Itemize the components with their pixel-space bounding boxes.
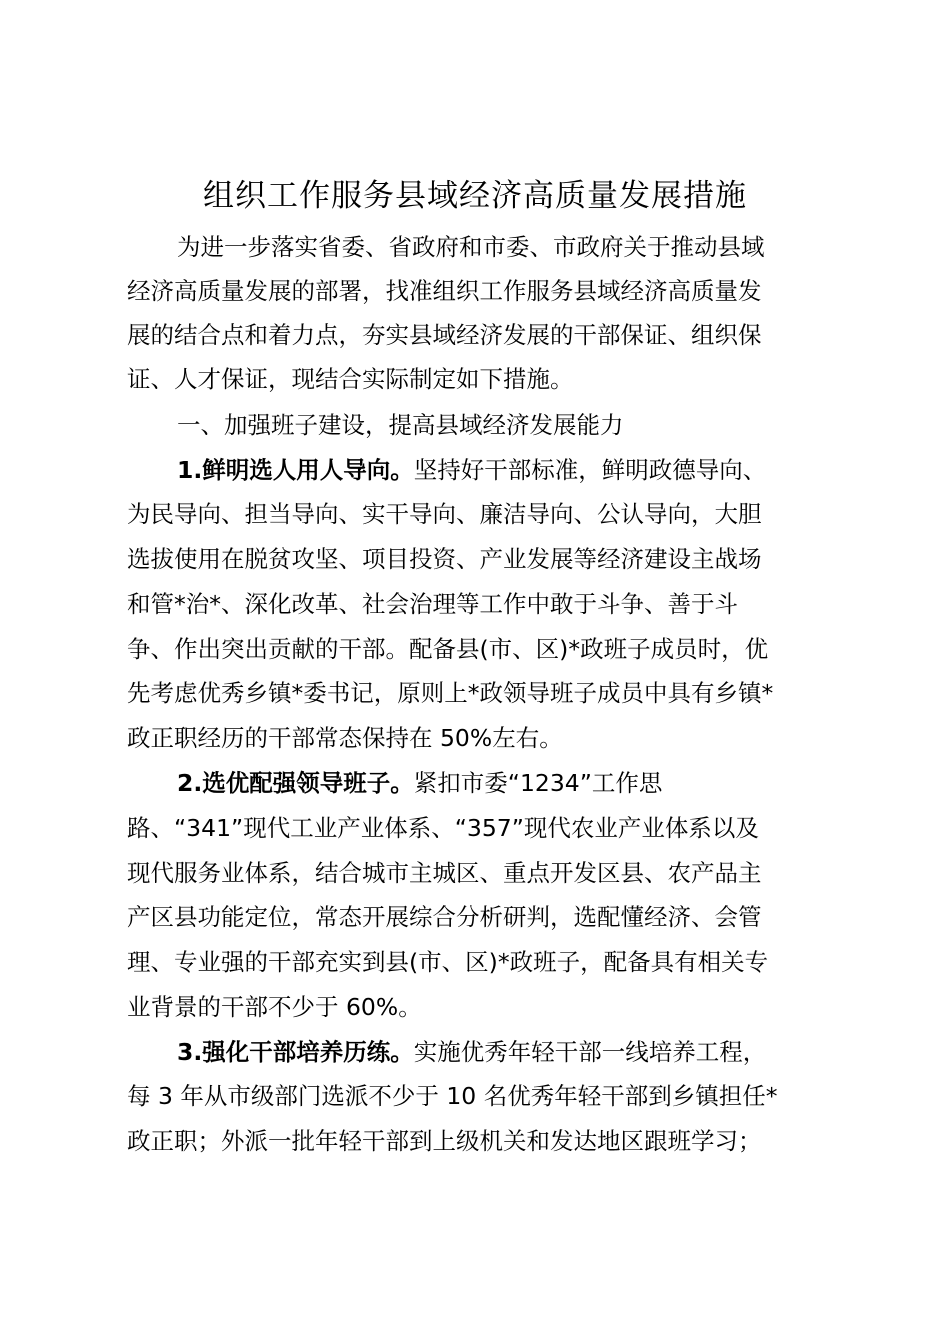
intro-line: 证、人才保证，现结合实际制定如下措施。 bbox=[127, 365, 574, 393]
item1-line: 政正职经历的干部常态保持在 50%左右。 bbox=[127, 724, 563, 752]
item3-line: 每 3 年从市级部门选派不少于 10 名优秀年轻干部到乡镇担任* bbox=[127, 1082, 778, 1110]
item2-text: 紧扣市委“1234”工作思 bbox=[413, 769, 663, 797]
item2-line: 业背景的干部不少于 60%。 bbox=[127, 993, 422, 1021]
section-heading: 一、加强班子建设，提高县域经济发展能力 bbox=[177, 411, 624, 439]
item1-line: 选拔使用在脱贫攻坚、项目投资、产业发展等经济建设主战场 bbox=[127, 545, 762, 573]
item2-heading: 2.选优配强领导班子。 bbox=[177, 769, 414, 797]
item3-text: 实施优秀年轻干部一线培养工程， bbox=[413, 1038, 767, 1066]
item1-text: 坚持好干部标准，鲜明政德导向、 bbox=[413, 456, 767, 484]
intro-line: 经济高质量发展的部署，找准组织工作服务县域经济高质量发 bbox=[127, 277, 762, 305]
item1-line: 争、作出突出贡献的干部。配备县(市、区)*政班子成员时，优 bbox=[127, 635, 769, 663]
document-title: 组织工作服务县域经济高质量发展措施 bbox=[203, 178, 747, 214]
item2-line: 理、专业强的干部充实到县(市、区)*政班子，配备具有相关专 bbox=[127, 948, 769, 976]
item2-line: 现代服务业体系，结合城市主城区、重点开发区县、农产品主 bbox=[127, 859, 762, 887]
item3-first-line bbox=[177, 1030, 897, 1074]
item3-line: 政正职；外派一批年轻干部到上级机关和发达地区跟班学习； bbox=[127, 1127, 762, 1155]
item1-line: 为民导向、担当导向、实干导向、廉洁导向、公认导向，大胆 bbox=[127, 500, 762, 528]
item3-heading: 3.强化干部培养历练。 bbox=[177, 1038, 414, 1066]
intro-line: 展的结合点和着力点，夯实县域经济发展的干部保证、组织保 bbox=[127, 321, 762, 349]
intro-line: 为进一步落实省委、省政府和市委、市政府关于推动县域 bbox=[177, 233, 765, 261]
item1-line: 先考虑优秀乡镇*委书记，原则上*政领导班子成员中具有乡镇* bbox=[127, 679, 774, 707]
item1-line: 和管*治*、深化改革、社会治理等工作中敢于斗争、善于斗 bbox=[127, 590, 738, 618]
item2-line: 路、“341”现代工业产业体系、“357”现代农业产业体系以及 bbox=[127, 814, 759, 842]
item1-first-line bbox=[177, 448, 897, 492]
item2-line: 产区县功能定位，常态开展综合分析研判，选配懂经济、会管 bbox=[127, 903, 762, 931]
item2-first-line bbox=[177, 761, 897, 805]
item1-heading: 1.鲜明选人用人导向。 bbox=[177, 456, 414, 484]
